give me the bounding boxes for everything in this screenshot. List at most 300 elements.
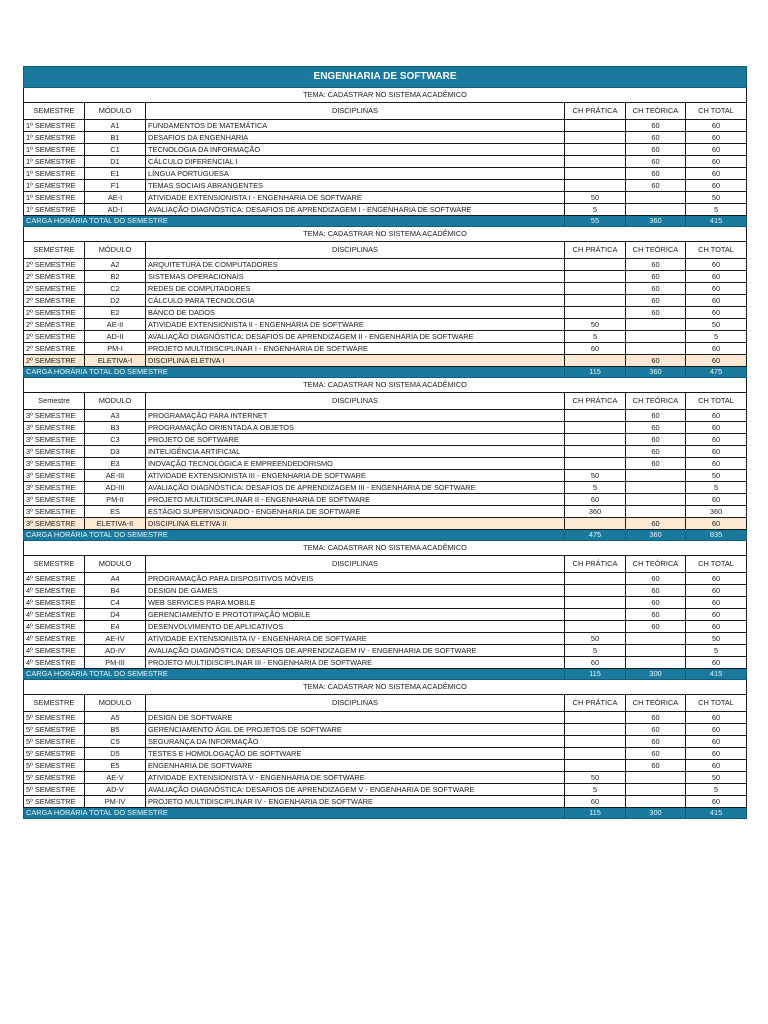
ch-teorica-cell [626, 470, 686, 482]
header-ch-teorica: CH TEÓRICA [626, 103, 686, 120]
ch-total-cell: 60 [686, 597, 747, 609]
ch-teorica-cell: 60 [626, 307, 686, 319]
tema-label: TEMA: CADASTRAR NO SISTEMA ACADÊMICO [24, 541, 747, 556]
ch-pratica-cell [565, 518, 626, 530]
ch-total-cell: 60 [686, 748, 747, 760]
header-modulo: MÓDULO [85, 242, 146, 259]
table-row [24, 355, 747, 367]
total-ch-pratica: 115 [565, 367, 626, 378]
ch-total-cell: 60 [686, 259, 747, 271]
modulo-cell: E4 [85, 621, 146, 633]
tema-row [24, 378, 747, 393]
ch-pratica-cell: 360 [565, 506, 626, 518]
ch-teorica-cell: 60 [626, 585, 686, 597]
semester-total-row [24, 669, 747, 680]
ch-teorica-cell: 60 [626, 168, 686, 180]
semestre-cell: 5º SEMESTRE [24, 736, 85, 748]
disciplina-cell: AVALIAÇÃO DIAGNÓSTICA: DESAFIOS DE APRENDIZAGEM III - ENGENHARIA DE SOFTWARE [146, 482, 565, 494]
table-row [24, 132, 747, 144]
ch-total-cell: 60 [686, 494, 747, 506]
disciplina-cell: PROGRAMAÇÃO PARA DISPOSITIVOS MÓVEIS [146, 573, 565, 585]
header-ch-total: CH TOTAL [686, 242, 747, 259]
disciplina-cell: ARQUITETURA DE COMPUTADORES [146, 259, 565, 271]
semestre-cell: 3º SEMESTRE [24, 506, 85, 518]
ch-total-cell: 60 [686, 657, 747, 669]
ch-teorica-cell: 60 [626, 156, 686, 168]
header-disciplinas: DISCIPLINAS [146, 393, 565, 410]
semester-total-row [24, 530, 747, 541]
modulo-cell: AD-II [85, 331, 146, 343]
header-modulo: MÓDULO [85, 103, 146, 120]
semestre-cell: 3º SEMESTRE [24, 494, 85, 506]
ch-teorica-cell [626, 319, 686, 331]
modulo-cell: ELETIVA-I [85, 355, 146, 367]
ch-pratica-cell [565, 736, 626, 748]
ch-total-cell: 60 [686, 518, 747, 530]
ch-teorica-cell [626, 796, 686, 808]
ch-pratica-cell: 5 [565, 784, 626, 796]
ch-teorica-cell [626, 482, 686, 494]
semestre-cell: 1º SEMESTRE [24, 144, 85, 156]
semestre-cell: 4º SEMESTRE [24, 621, 85, 633]
ch-pratica-cell [565, 259, 626, 271]
modulo-cell: AE-III [85, 470, 146, 482]
ch-pratica-cell: 50 [565, 470, 626, 482]
ch-teorica-cell [626, 204, 686, 216]
ch-total-cell: 60 [686, 295, 747, 307]
header-semestre: SEMESTRE [24, 695, 85, 712]
modulo-cell: C3 [85, 434, 146, 446]
ch-pratica-cell [565, 355, 626, 367]
header-disciplinas: DISCIPLINAS [146, 556, 565, 573]
tema-row [24, 227, 747, 242]
modulo-cell: F1 [85, 180, 146, 192]
disciplina-cell: PROGRAMAÇÃO ORIENTADA A OBJETOS [146, 422, 565, 434]
ch-total-cell: 60 [686, 307, 747, 319]
ch-teorica-cell: 60 [626, 283, 686, 295]
ch-pratica-cell [565, 458, 626, 470]
ch-pratica-cell [565, 120, 626, 132]
table-row [24, 422, 747, 434]
semestre-cell: 3º SEMESTRE [24, 434, 85, 446]
table-row [24, 796, 747, 808]
disciplina-cell: WEB SERVICES PARA MOBILE [146, 597, 565, 609]
table-row [24, 319, 747, 331]
ch-total-cell: 60 [686, 156, 747, 168]
modulo-cell: C2 [85, 283, 146, 295]
modulo-cell: B1 [85, 132, 146, 144]
column-header-row [24, 242, 747, 259]
total-ch-total: 835 [686, 530, 747, 541]
ch-pratica-cell [565, 434, 626, 446]
total-ch-total: 475 [686, 367, 747, 378]
header-ch-teorica: CH TEÓRICA [626, 695, 686, 712]
modulo-cell: C1 [85, 144, 146, 156]
modulo-cell: AE-V [85, 772, 146, 784]
table-row [24, 446, 747, 458]
semestre-cell: 2º SEMESTRE [24, 271, 85, 283]
disciplina-cell: INOVAÇÃO TECNOLÓGICA E EMPREENDEDORISMO [146, 458, 565, 470]
table-row [24, 434, 747, 446]
ch-teorica-cell: 60 [626, 458, 686, 470]
ch-total-cell: 60 [686, 760, 747, 772]
semestre-cell: 4º SEMESTRE [24, 657, 85, 669]
disciplina-cell: TEMAS SOCIAIS ABRANGENTES [146, 180, 565, 192]
semestre-cell: 3º SEMESTRE [24, 458, 85, 470]
ch-total-cell: 60 [686, 422, 747, 434]
column-header-row [24, 103, 747, 120]
semestre-cell: 2º SEMESTRE [24, 295, 85, 307]
modulo-cell: AD-V [85, 784, 146, 796]
disciplina-cell: REDES DE COMPUTADORES [146, 283, 565, 295]
ch-teorica-cell [626, 772, 686, 784]
modulo-cell: AD-III [85, 482, 146, 494]
table-row [24, 597, 747, 609]
semestre-cell: 2º SEMESTRE [24, 331, 85, 343]
table-row [24, 760, 747, 772]
table-row [24, 494, 747, 506]
header-ch-teorica: CH TEÓRICA [626, 242, 686, 259]
modulo-cell: D1 [85, 156, 146, 168]
disciplina-cell: SEGURANÇA DA INFORMAÇÃO [146, 736, 565, 748]
ch-pratica-cell [565, 283, 626, 295]
disciplina-cell: AVALIAÇÃO DIAGNÓSTICA: DESAFIOS DE APRENDIZAGEM II - ENGENHARIA DE SOFTWARE [146, 331, 565, 343]
table-row [24, 259, 747, 271]
modulo-cell: B5 [85, 724, 146, 736]
header-ch-pratica: CH PRÁTICA [565, 242, 626, 259]
semestre-cell: 3º SEMESTRE [24, 410, 85, 422]
ch-pratica-cell: 60 [565, 657, 626, 669]
modulo-cell: A4 [85, 573, 146, 585]
ch-total-cell: 360 [686, 506, 747, 518]
table-row [24, 144, 747, 156]
disciplina-cell: DESIGN DE SOFTWARE [146, 712, 565, 724]
ch-total-cell: 60 [686, 446, 747, 458]
semestre-cell: 2º SEMESTRE [24, 259, 85, 271]
ch-teorica-cell: 60 [626, 180, 686, 192]
table-row [24, 204, 747, 216]
modulo-cell: ELETIVA-II [85, 518, 146, 530]
table-row [24, 736, 747, 748]
ch-total-cell: 60 [686, 410, 747, 422]
ch-teorica-cell: 60 [626, 434, 686, 446]
disciplina-cell: ATIVIDADE EXTENSIONISTA I - ENGENHARIA DE SOFTWARE [146, 192, 565, 204]
table-row [24, 271, 747, 283]
disciplina-cell: ATIVIDADE EXTENSIONISTA IV - ENGENHARIA DE SOFTWARE [146, 633, 565, 645]
table-row [24, 621, 747, 633]
table-row [24, 645, 747, 657]
table-row [24, 410, 747, 422]
ch-total-cell: 60 [686, 144, 747, 156]
ch-teorica-cell: 60 [626, 132, 686, 144]
modulo-cell: D4 [85, 609, 146, 621]
header-modulo: MODULO [85, 393, 146, 410]
disciplina-cell: PROJETO MULTIDISCIPLINAR IV - ENGENHARIA DE SOFTWARE [146, 796, 565, 808]
ch-total-cell: 60 [686, 736, 747, 748]
disciplina-cell: CÁLCULO DIFERENCIAL I [146, 156, 565, 168]
disciplina-cell: PROGRAMAÇÃO PARA INTERNET [146, 410, 565, 422]
header-semestre: SEMESTRE [24, 103, 85, 120]
ch-pratica-cell: 50 [565, 319, 626, 331]
ch-teorica-cell: 60 [626, 609, 686, 621]
modulo-cell: PM-III [85, 657, 146, 669]
modulo-cell: E2 [85, 307, 146, 319]
disciplina-cell: PROJETO DE SOFTWARE [146, 434, 565, 446]
ch-teorica-cell: 60 [626, 120, 686, 132]
disciplina-cell: CÁLCULO PARA TECNOLOGIA [146, 295, 565, 307]
table-row [24, 748, 747, 760]
modulo-cell: AD-I [85, 204, 146, 216]
ch-pratica-cell [565, 597, 626, 609]
ch-teorica-cell: 60 [626, 573, 686, 585]
ch-total-cell: 60 [686, 271, 747, 283]
ch-teorica-cell [626, 633, 686, 645]
semestre-cell: 1º SEMESTRE [24, 120, 85, 132]
semestre-cell: 3º SEMESTRE [24, 518, 85, 530]
semestre-cell: 4º SEMESTRE [24, 645, 85, 657]
ch-total-cell: 60 [686, 609, 747, 621]
ch-total-cell: 60 [686, 180, 747, 192]
modulo-cell: E5 [85, 760, 146, 772]
ch-total-cell: 60 [686, 573, 747, 585]
tema-label: TEMA: CADASTRAR NO SISTEMA ACADÊMICO [24, 378, 747, 393]
curriculum-document [23, 66, 746, 819]
curriculum-table-body [24, 67, 747, 819]
modulo-cell: C5 [85, 736, 146, 748]
modulo-cell: PM-IV [85, 796, 146, 808]
ch-total-cell: 5 [686, 482, 747, 494]
disciplina-cell: BANCO DE DADOS [146, 307, 565, 319]
ch-total-cell: 60 [686, 343, 747, 355]
modulo-cell: D5 [85, 748, 146, 760]
modulo-cell: AE-IV [85, 633, 146, 645]
ch-pratica-cell [565, 410, 626, 422]
semestre-cell: 2º SEMESTRE [24, 283, 85, 295]
semestre-cell: 5º SEMESTRE [24, 784, 85, 796]
ch-teorica-cell: 60 [626, 144, 686, 156]
table-row [24, 772, 747, 784]
modulo-cell: ES [85, 506, 146, 518]
ch-teorica-cell: 60 [626, 760, 686, 772]
total-ch-teorica: 360 [626, 530, 686, 541]
table-row [24, 295, 747, 307]
total-ch-teorica: 360 [626, 367, 686, 378]
disciplina-cell: LÍNGUA PORTUGUESA [146, 168, 565, 180]
disciplina-cell: AVALIAÇÃO DIAGNÓSTICA: DESAFIOS DE APRENDIZAGEM I - ENGENHARIA DE SOFTWARE [146, 204, 565, 216]
header-ch-total: CH TOTAL [686, 695, 747, 712]
semestre-cell: 1º SEMESTRE [24, 180, 85, 192]
semestre-cell: 4º SEMESTRE [24, 609, 85, 621]
table-row [24, 609, 747, 621]
total-label: CARGA HORÁRIA TOTAL DO SEMESTRE [24, 367, 565, 378]
table-row [24, 712, 747, 724]
table-row [24, 518, 747, 530]
total-ch-total: 415 [686, 216, 747, 227]
disciplina-cell: GERENCIAMENTO ÁGIL DE PROJETOS DE SOFTWARE [146, 724, 565, 736]
ch-teorica-cell: 60 [626, 422, 686, 434]
table-row [24, 307, 747, 319]
table-row [24, 585, 747, 597]
modulo-cell: B3 [85, 422, 146, 434]
modulo-cell: PM-II [85, 494, 146, 506]
semestre-cell: 4º SEMESTRE [24, 633, 85, 645]
header-disciplinas: DISCIPLINAS [146, 695, 565, 712]
table-row [24, 192, 747, 204]
modulo-cell: AE-I [85, 192, 146, 204]
header-disciplinas: DISCIPLINAS [146, 103, 565, 120]
ch-pratica-cell [565, 422, 626, 434]
ch-teorica-cell: 60 [626, 518, 686, 530]
disciplina-cell: DISCIPLINA ELETIVA I [146, 355, 565, 367]
total-ch-pratica: 115 [565, 669, 626, 680]
column-header-row [24, 695, 747, 712]
ch-pratica-cell [565, 573, 626, 585]
ch-total-cell: 60 [686, 120, 747, 132]
disciplina-cell: INTELIGÊNCIA ARTIFICIAL [146, 446, 565, 458]
ch-total-cell: 60 [686, 168, 747, 180]
ch-teorica-cell: 60 [626, 259, 686, 271]
semestre-cell: 4º SEMESTRE [24, 585, 85, 597]
total-ch-teorica: 300 [626, 669, 686, 680]
ch-pratica-cell [565, 168, 626, 180]
ch-total-cell: 5 [686, 784, 747, 796]
table-row [24, 283, 747, 295]
header-disciplinas: DISCIPLINAS [146, 242, 565, 259]
ch-pratica-cell [565, 180, 626, 192]
disciplina-cell: ENGENHARIA DE SOFTWARE [146, 760, 565, 772]
ch-pratica-cell: 60 [565, 796, 626, 808]
ch-pratica-cell [565, 585, 626, 597]
header-semestre: Semestre [24, 393, 85, 410]
table-row [24, 482, 747, 494]
ch-total-cell: 50 [686, 192, 747, 204]
ch-teorica-cell: 60 [626, 748, 686, 760]
header-semestre: SEMESTRE [24, 556, 85, 573]
tema-row [24, 88, 747, 103]
header-ch-pratica: CH PRÁTICA [565, 103, 626, 120]
ch-pratica-cell: 50 [565, 633, 626, 645]
ch-total-cell: 60 [686, 132, 747, 144]
modulo-cell: B2 [85, 271, 146, 283]
semestre-cell: 4º SEMESTRE [24, 573, 85, 585]
disciplina-cell: DESIGN DE GAMES [146, 585, 565, 597]
modulo-cell: A5 [85, 712, 146, 724]
ch-teorica-cell [626, 192, 686, 204]
disciplina-cell: ATIVIDADE EXTENSIONISTA II - ENGENHARIA DE SOFTWARE [146, 319, 565, 331]
semestre-cell: 1º SEMESTRE [24, 156, 85, 168]
ch-teorica-cell: 60 [626, 410, 686, 422]
table-row [24, 180, 747, 192]
header-ch-pratica: CH PRÁTICA [565, 393, 626, 410]
disciplina-cell: ATIVIDADE EXTENSIONISTA V - ENGENHARIA DE SOFTWARE [146, 772, 565, 784]
modulo-cell: E1 [85, 168, 146, 180]
ch-teorica-cell [626, 657, 686, 669]
semestre-cell: 5º SEMESTRE [24, 760, 85, 772]
ch-pratica-cell: 5 [565, 482, 626, 494]
ch-teorica-cell: 60 [626, 446, 686, 458]
total-ch-teorica: 360 [626, 216, 686, 227]
ch-teorica-cell: 60 [626, 724, 686, 736]
ch-total-cell: 5 [686, 204, 747, 216]
ch-total-cell: 5 [686, 331, 747, 343]
ch-teorica-cell [626, 645, 686, 657]
ch-total-cell: 60 [686, 585, 747, 597]
semestre-cell: 5º SEMESTRE [24, 724, 85, 736]
ch-total-cell: 60 [686, 621, 747, 633]
semestre-cell: 2º SEMESTRE [24, 307, 85, 319]
ch-teorica-cell: 60 [626, 736, 686, 748]
total-ch-total: 415 [686, 808, 747, 819]
table-row [24, 168, 747, 180]
table-row [24, 120, 747, 132]
ch-teorica-cell [626, 343, 686, 355]
ch-pratica-cell [565, 712, 626, 724]
ch-teorica-cell [626, 331, 686, 343]
table-row [24, 331, 747, 343]
disciplina-cell: FUNDAMENTOS DE MATEMÁTICA [146, 120, 565, 132]
disciplina-cell: ATIVIDADE EXTENSIONISTA III - ENGENHARIA DE SOFTWARE [146, 470, 565, 482]
semestre-cell: 5º SEMESTRE [24, 772, 85, 784]
disciplina-cell: ESTÁGIO SUPERVISIONADO - ENGENHARIA DE SOFTWARE [146, 506, 565, 518]
ch-pratica-cell [565, 621, 626, 633]
ch-teorica-cell [626, 784, 686, 796]
curriculum-table [23, 66, 747, 819]
tema-row [24, 680, 747, 695]
disciplina-cell: TESTES E HOMOLOGAÇÃO DE SOFTWARE [146, 748, 565, 760]
disciplina-cell: DESENVOLVIMENTO DE APLICATIVOS [146, 621, 565, 633]
modulo-cell: A1 [85, 120, 146, 132]
tema-label: TEMA: CADASTRAR NO SISTEMA ACADÊMICO [24, 227, 747, 242]
semestre-cell: 3º SEMESTRE [24, 470, 85, 482]
modulo-cell: A2 [85, 259, 146, 271]
ch-total-cell: 60 [686, 434, 747, 446]
total-label: CARGA HORÁRIA TOTAL DO SEMESTRE [24, 216, 565, 227]
ch-total-cell: 60 [686, 458, 747, 470]
column-header-row [24, 556, 747, 573]
header-modulo: MODULO [85, 695, 146, 712]
table-row [24, 470, 747, 482]
semestre-cell: 1º SEMESTRE [24, 168, 85, 180]
disciplina-cell: AVALIAÇÃO DIAGNÓSTICA: DESAFIOS DE APRENDIZAGEM V - ENGENHARIA DE SOFTWARE [146, 784, 565, 796]
semestre-cell: 4º SEMESTRE [24, 597, 85, 609]
ch-pratica-cell: 5 [565, 204, 626, 216]
semestre-cell: 1º SEMESTRE [24, 192, 85, 204]
table-row [24, 784, 747, 796]
header-ch-total: CH TOTAL [686, 393, 747, 410]
tema-label: TEMA: CADASTRAR NO SISTEMA ACADÊMICO [24, 88, 747, 103]
semester-total-row [24, 367, 747, 378]
ch-teorica-cell: 60 [626, 712, 686, 724]
modulo-cell: B4 [85, 585, 146, 597]
ch-pratica-cell: 50 [565, 192, 626, 204]
ch-total-cell: 50 [686, 319, 747, 331]
disciplina-cell: PROJETO MULTIDISCIPLINAR I - ENGENHARIA DE SOFTWARE [146, 343, 565, 355]
ch-teorica-cell: 60 [626, 597, 686, 609]
ch-pratica-cell [565, 748, 626, 760]
modulo-cell: C4 [85, 597, 146, 609]
semestre-cell: 1º SEMESTRE [24, 204, 85, 216]
ch-pratica-cell [565, 760, 626, 772]
ch-teorica-cell [626, 494, 686, 506]
semestre-cell: 3º SEMESTRE [24, 482, 85, 494]
ch-total-cell: 50 [686, 772, 747, 784]
modulo-cell: D2 [85, 295, 146, 307]
page-title: ENGENHARIA DE SOFTWARE [24, 67, 747, 88]
ch-pratica-cell [565, 724, 626, 736]
title-row [24, 67, 747, 88]
ch-pratica-cell [565, 609, 626, 621]
total-ch-pratica: 115 [565, 808, 626, 819]
